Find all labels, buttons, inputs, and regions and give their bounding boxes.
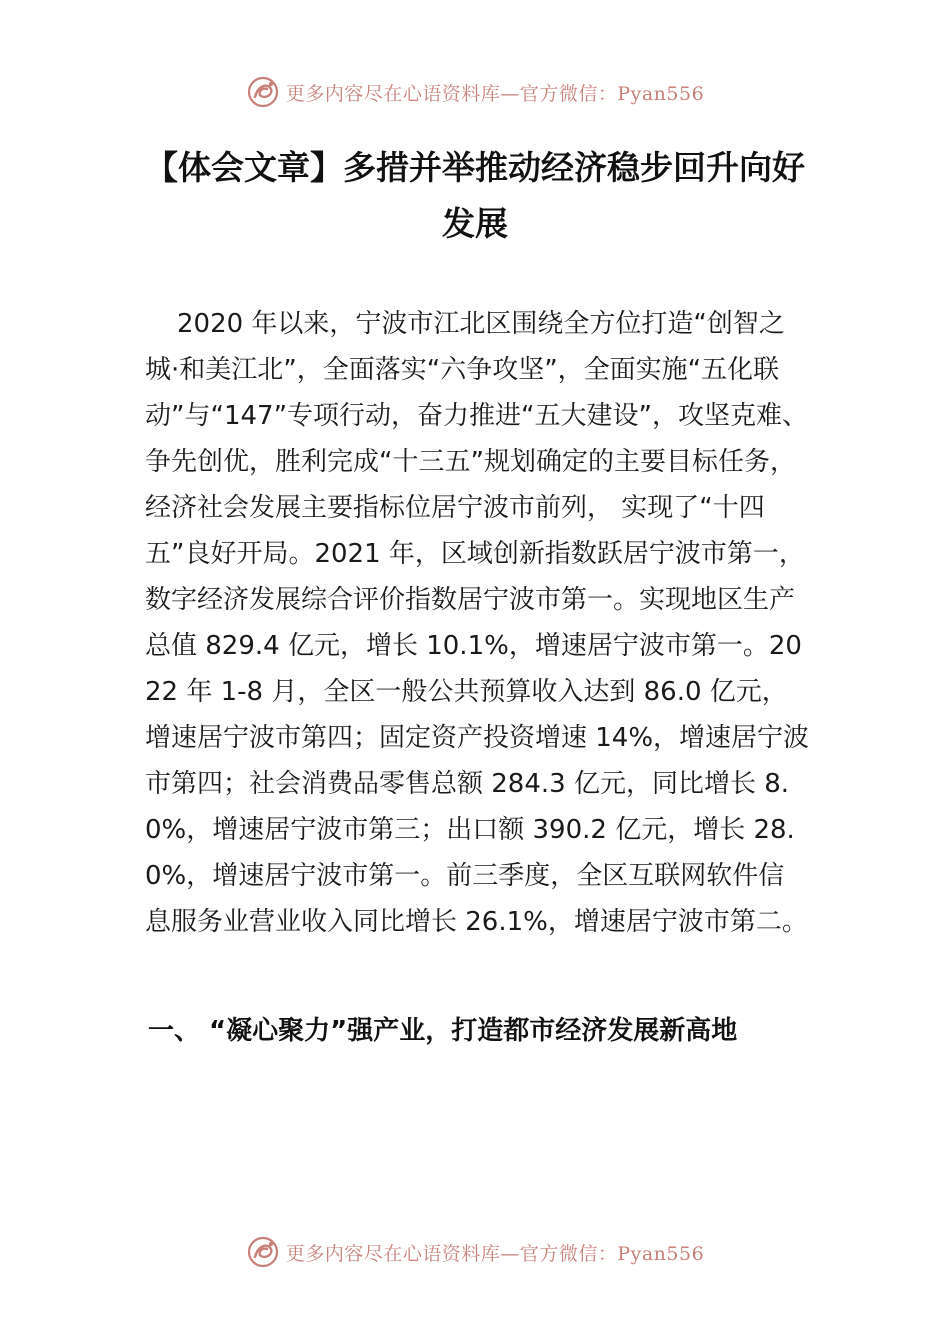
watermark-text: 更多内容尽在心语资料库—官方微信：Pyan556 xyxy=(285,82,705,105)
seal-logo-icon xyxy=(246,75,280,109)
section-heading: 一、 “凝心聚力”强产业，打造都市经济发展新高地 xyxy=(148,1016,738,1046)
body-paragraph: 2020 年以来，宁波市江北区围绕全方位打造“创智之城·和美江北”，全面落实“六争攻坚”，全面实施“五化联动”与“147”专项行动，奋力推进“五大建设”，攻坚克难、争先创优，胜利完成“十三五”规划确定的主要目标任务，经济社会发展主要指标位居宁波市前列， 实现了“十四五”良好开局。2021 年，区域创新指数跃居宁波市第一，数字经济发展综合评价指数居宁波市第一。实现地区生产总值 829.4 亿元，增长 10.1%，增速居宁波市第一。2022 年 1-8 月，全区一般公共预算收入达到 86.0 亿元，增速居宁波市第四；固定资产投资增速 14%，增速居宁波市第四；社会消费品零售总额 284.3 亿元，同比增长 8.0%，增速居宁波市第三；出口额 390.2 亿元，增长 28.0%，增速居宁波市第一。前三季度，全区互联网软件信息服务业营业收入同比增长 26.1%，增速居宁波市第二。 xyxy=(145,309,810,937)
seal-logo-icon xyxy=(246,1235,280,1269)
watermark-text: 更多内容尽在心语资料库—官方微信：Pyan556 xyxy=(285,1242,705,1265)
document-title: 【体会文章】多措并举推动经济稳步回升向好发展 xyxy=(145,148,805,243)
header-watermark xyxy=(0,72,950,112)
footer-watermark xyxy=(0,1232,950,1272)
